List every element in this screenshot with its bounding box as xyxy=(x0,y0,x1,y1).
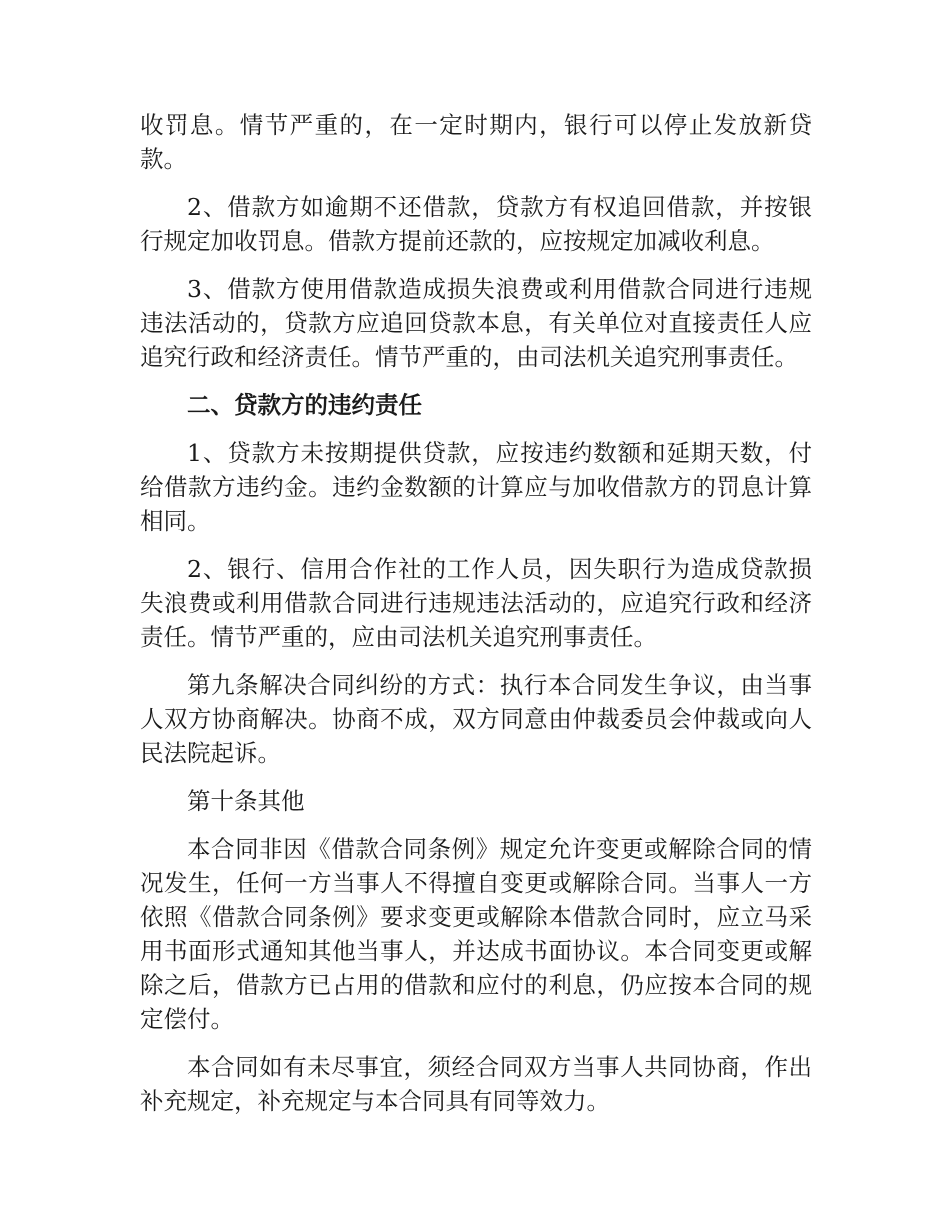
paragraph-article-nine: 第九条解决合同纠纷的方式：执行本合同发生争议，由当事人双方协商解决。协商不成，双方同意由仲裁委员会仲裁或向人民法院起诉。 xyxy=(140,671,812,767)
paragraph-contract-change: 本合同非因《借款合同条例》规定允许变更或解除合同的情况发生，任何一方当事人不得擅自变更或解除合同。当事人一方依照《借款合同条例》要求变更或解除本借款合同时，应立马采用书面形式通知其他当事人，并达成书面协议。本合同变更或解除之后，借款方已占用的借款和应付的利息，仍应按本合同的规定偿付。 xyxy=(140,835,812,1033)
paragraph-lender-late-loan: 1、贷款方未按期提供贷款，应按违约数额和延期天数，付给借款方违约金。违约金数额的计算应与加收借款方的罚息计算相同。 xyxy=(140,439,812,535)
document-body xyxy=(140,108,812,1132)
paragraph-article-ten-title: 第十条其他 xyxy=(187,787,305,815)
paragraph-borrower-overdue: 2、借款方如逾期不还借款，贷款方有权追回借款，并按银行规定加收罚息。借款方提前还款的，应按规定加减收利息。 xyxy=(140,193,812,255)
paragraph-bank-staff: 2、银行、信用合作社的工作人员，因失职行为造成贷款损失浪费或利用借款合同进行违规违法活动的，应追究行政和经济责任。情节严重的，应由司法机关追究刑事责任。 xyxy=(140,555,812,651)
section-heading-lender-liability: 二、贷款方的违约责任 xyxy=(187,391,422,419)
paragraph-continuation: 收罚息。情节严重的，在一定时期内，银行可以停止发放新贷款。 xyxy=(140,111,812,173)
paragraph-supplementary: 本合同如有未尽事宜，须经合同双方当事人共同协商，作出补充规定，补充规定与本合同具有同等效力。 xyxy=(140,1053,812,1115)
paragraph-borrower-misuse: 3、借款方使用借款造成损失浪费或利用借款合同进行违规违法活动的，贷款方应追回贷款本息，有关单位对直接责任人应追究行政和经济责任。情节严重的，由司法机关追究刑事责任。 xyxy=(140,275,812,371)
